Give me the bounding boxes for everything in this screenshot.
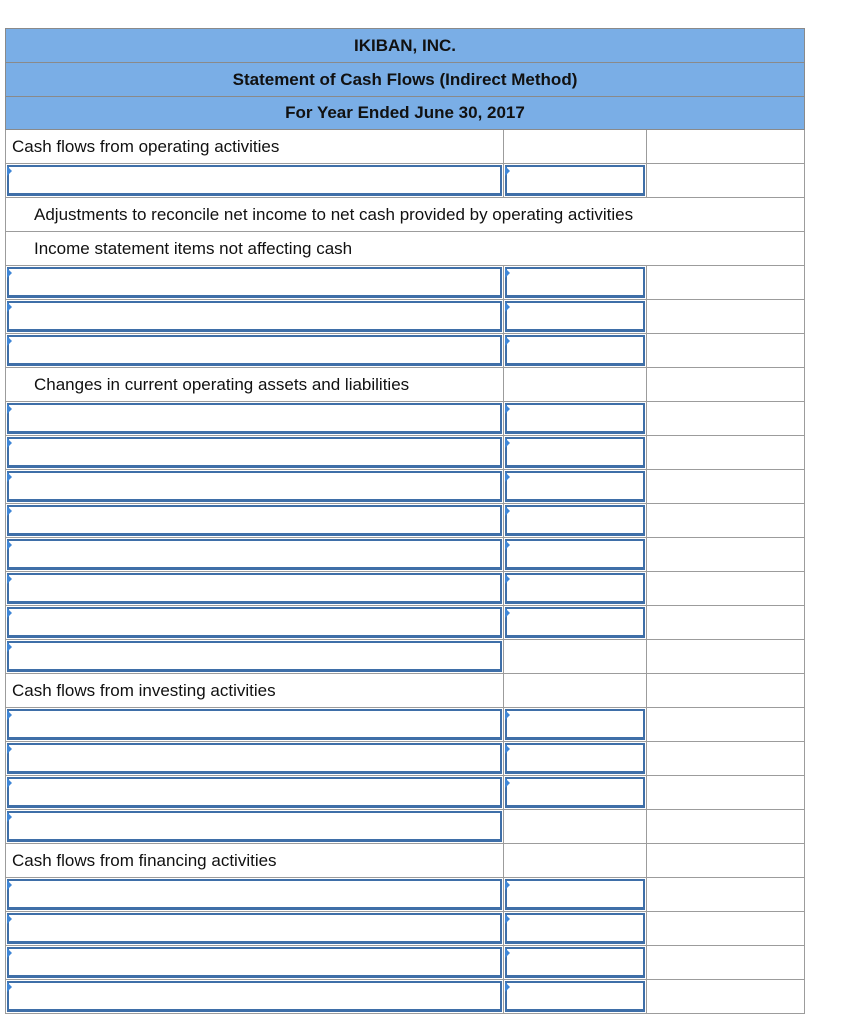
section-row-investing xyxy=(5,674,805,708)
description-input[interactable] xyxy=(7,437,502,468)
description-input[interactable] xyxy=(7,947,502,978)
description-input[interactable] xyxy=(7,743,502,774)
dropdown-marker-icon xyxy=(505,166,510,176)
description-input[interactable] xyxy=(7,879,502,910)
table-row xyxy=(5,470,805,504)
section-row-financing xyxy=(5,844,805,878)
table-row xyxy=(5,640,805,674)
dropdown-marker-icon xyxy=(505,472,510,482)
amount-input[interactable] xyxy=(505,403,645,434)
dropdown-marker-icon xyxy=(505,914,510,924)
dropdown-marker-icon xyxy=(7,642,12,652)
description-input[interactable] xyxy=(7,301,502,332)
financing-activities-label: Cash flows from financing activities xyxy=(12,850,277,870)
dropdown-marker-icon xyxy=(7,268,12,278)
operating-activities-label: Cash flows from operating activities xyxy=(12,136,280,156)
description-input[interactable] xyxy=(7,913,502,944)
net-operating-total-description-input[interactable] xyxy=(7,641,502,672)
table-row xyxy=(5,572,805,606)
description-input[interactable] xyxy=(7,709,502,740)
dropdown-marker-icon xyxy=(7,608,12,618)
dropdown-marker-icon xyxy=(505,880,510,890)
dropdown-marker-icon xyxy=(7,336,12,346)
table-row xyxy=(5,810,805,844)
net-investing-total-description-input[interactable] xyxy=(7,811,502,842)
dropdown-marker-icon xyxy=(7,914,12,924)
amount-input[interactable] xyxy=(505,777,645,808)
section-row-operating xyxy=(5,130,805,164)
table-row xyxy=(5,436,805,470)
dropdown-marker-icon xyxy=(505,948,510,958)
table-row xyxy=(5,878,805,912)
statement-title: Statement of Cash Flows (Indirect Method) xyxy=(5,62,805,96)
dropdown-marker-icon xyxy=(7,506,12,516)
amount-input[interactable] xyxy=(505,335,645,366)
net-financing-total-description-input[interactable] xyxy=(7,981,502,1012)
description-input[interactable] xyxy=(7,777,502,808)
table-row xyxy=(5,742,805,776)
table-row xyxy=(5,708,805,742)
description-input[interactable] xyxy=(7,335,502,366)
amount-input[interactable] xyxy=(505,607,645,638)
description-input[interactable] xyxy=(7,267,502,298)
section-row-adjustments xyxy=(5,198,805,232)
amount-input[interactable] xyxy=(505,437,645,468)
amount-input[interactable] xyxy=(505,913,645,944)
dropdown-marker-icon xyxy=(505,404,510,414)
description-input[interactable] xyxy=(7,505,502,536)
table-row xyxy=(5,912,805,946)
amount-input[interactable] xyxy=(505,505,645,536)
table-row xyxy=(5,266,805,300)
table-row xyxy=(5,300,805,334)
cash-flow-statement-table xyxy=(5,28,805,1014)
section-row-changes xyxy=(5,368,805,402)
investing-activities-label: Cash flows from investing activities xyxy=(12,680,276,700)
dropdown-marker-icon xyxy=(505,608,510,618)
dropdown-marker-icon xyxy=(7,540,12,550)
dropdown-marker-icon xyxy=(505,574,510,584)
adjustments-label: Adjustments to reconcile net income to net cash provided by operating activities xyxy=(34,204,634,224)
dropdown-marker-icon xyxy=(7,948,12,958)
dropdown-marker-icon xyxy=(505,268,510,278)
section-row-noncash xyxy=(5,232,805,266)
description-input[interactable] xyxy=(7,403,502,434)
description-input[interactable] xyxy=(7,471,502,502)
amount-input[interactable] xyxy=(505,573,645,604)
description-input[interactable] xyxy=(7,607,502,638)
table-row xyxy=(5,606,805,640)
dropdown-marker-icon xyxy=(505,336,510,346)
dropdown-marker-icon xyxy=(7,166,12,176)
noncash-items-label: Income statement items not affecting cash xyxy=(34,238,353,258)
amount-input[interactable] xyxy=(505,879,645,910)
net-income-amount-input[interactable] xyxy=(505,165,645,196)
dropdown-marker-icon xyxy=(7,472,12,482)
table-row xyxy=(5,946,805,980)
dropdown-marker-icon xyxy=(7,302,12,312)
dropdown-marker-icon xyxy=(7,574,12,584)
dropdown-marker-icon xyxy=(505,302,510,312)
table-row xyxy=(5,504,805,538)
table-row xyxy=(5,980,805,1014)
dropdown-marker-icon xyxy=(7,880,12,890)
dropdown-marker-icon xyxy=(505,778,510,788)
amount-input[interactable] xyxy=(505,709,645,740)
changes-label: Changes in current operating assets and liabilities xyxy=(34,374,410,394)
net-income-description-input[interactable] xyxy=(7,165,502,196)
table-row xyxy=(5,538,805,572)
net-financing-total-amount-input[interactable] xyxy=(505,981,645,1012)
amount-input[interactable] xyxy=(505,539,645,570)
statement-period: For Year Ended June 30, 2017 xyxy=(5,96,805,130)
amount-input[interactable] xyxy=(505,743,645,774)
dropdown-marker-icon xyxy=(505,710,510,720)
table-row xyxy=(5,164,805,198)
description-input[interactable] xyxy=(7,539,502,570)
table-row xyxy=(5,402,805,436)
description-input[interactable] xyxy=(7,573,502,604)
dropdown-marker-icon xyxy=(7,778,12,788)
dropdown-marker-icon xyxy=(505,982,510,992)
table-row xyxy=(5,776,805,810)
company-name: IKIBAN, INC. xyxy=(5,28,805,62)
dropdown-marker-icon xyxy=(7,438,12,448)
dropdown-marker-icon xyxy=(7,404,12,414)
dropdown-marker-icon xyxy=(505,438,510,448)
table-row xyxy=(5,334,805,368)
dropdown-marker-icon xyxy=(505,540,510,550)
dropdown-marker-icon xyxy=(505,744,510,754)
amount-input[interactable] xyxy=(505,471,645,502)
dropdown-marker-icon xyxy=(7,744,12,754)
dropdown-marker-icon xyxy=(7,982,12,992)
dropdown-marker-icon xyxy=(505,506,510,516)
dropdown-marker-icon xyxy=(7,710,12,720)
amount-input[interactable] xyxy=(505,947,645,978)
amount-input[interactable] xyxy=(505,267,645,298)
dropdown-marker-icon xyxy=(7,812,12,822)
amount-input[interactable] xyxy=(505,301,645,332)
